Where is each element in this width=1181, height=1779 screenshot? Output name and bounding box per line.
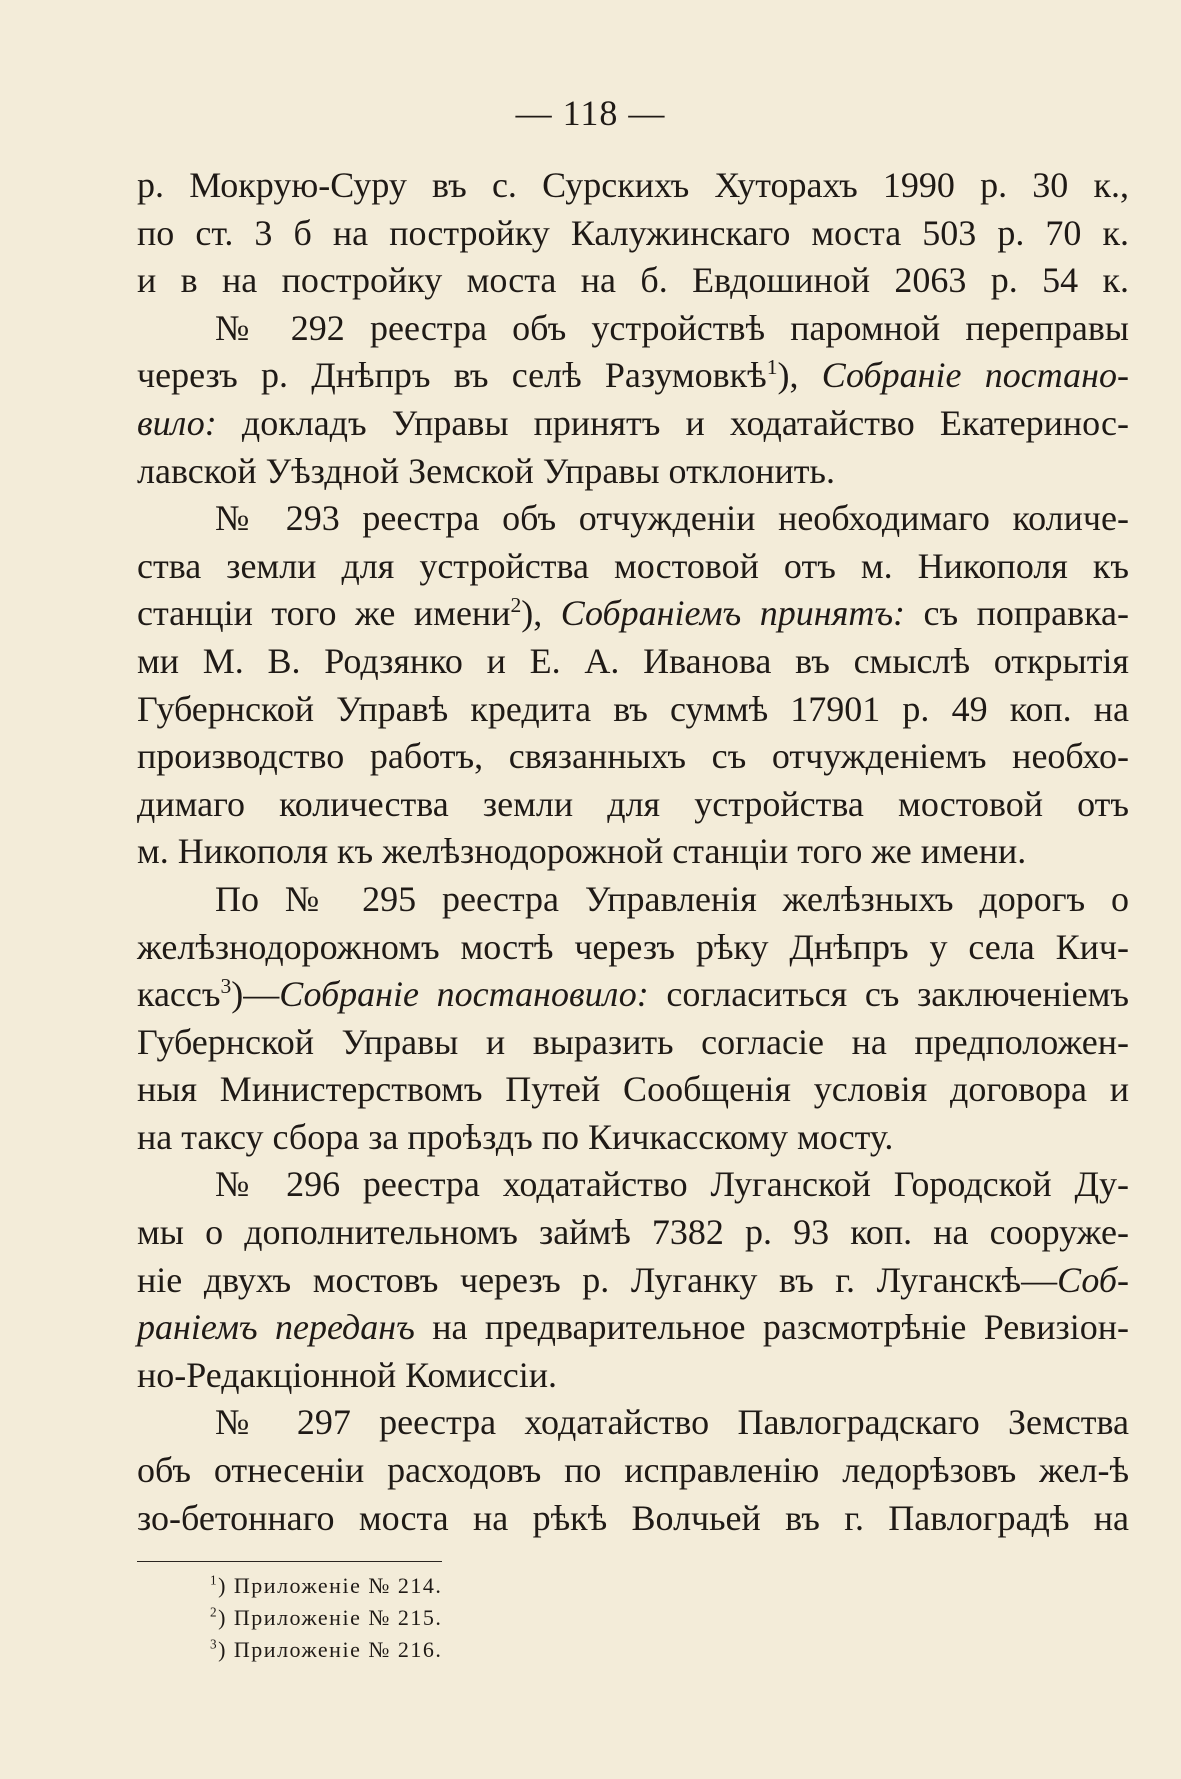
text-span: желѣзнодорожномъ мостѣ черезъ рѣку Днѣпръ у села Кич- xyxy=(137,926,1129,967)
text-span: № 293 реестра объ отчужденіи необходимаго количе- xyxy=(215,498,1129,539)
text-span: зо-бетоннаго моста на рѣкѣ Волчьей въ г. Павлоградѣ на xyxy=(137,1497,1129,1538)
text-line xyxy=(137,924,1129,972)
text-span: м. Никополя къ желѣзнодорожной станціи того же имени. xyxy=(137,831,1027,872)
text-line xyxy=(137,876,1129,924)
text-span: № 292 реестра объ устройствѣ паромной переправы xyxy=(215,307,1129,348)
text-line xyxy=(137,590,1129,638)
text-line xyxy=(137,1019,1129,1067)
text-line xyxy=(137,781,1129,829)
text-span: Губернской Управѣ кредита въ суммѣ 17901 р. 49 коп. на xyxy=(137,688,1129,729)
footnote-text: ) Приложеніе № 216. xyxy=(218,1637,443,1662)
italic-text: Собраніемъ принятъ: xyxy=(560,593,905,634)
text-span: съ поправка- xyxy=(905,593,1129,634)
text-span: ніе двухъ мостовъ черезъ р. Луганку въ г. Луганскѣ— xyxy=(137,1259,1058,1300)
text-span: ныя Министерствомъ Путей Сообщенія условія договора и xyxy=(137,1069,1129,1110)
italic-text: Собраніе постановило: xyxy=(279,974,649,1015)
text-line xyxy=(137,1399,1129,1447)
text-line xyxy=(137,733,1129,781)
text-span: ства земли для устройства мостовой отъ м. Никополя къ xyxy=(137,545,1129,586)
text-span: по ст. 3 б на постройку Калужинскаго моста 503 р. 70 к. xyxy=(137,212,1129,253)
text-line xyxy=(137,400,1129,448)
text-line xyxy=(137,686,1129,734)
text-line xyxy=(137,1257,1129,1305)
text-span: димаго количества земли для устройства мостовой отъ xyxy=(137,783,1129,824)
italic-text: Соб- xyxy=(1057,1259,1129,1300)
text-span: Губернской Управы и выразить согласіе на предположен- xyxy=(137,1021,1129,1062)
text-line xyxy=(137,638,1129,686)
text-line xyxy=(137,1447,1129,1495)
footnote-text: ) Приложеніе № 215. xyxy=(218,1605,443,1630)
text-line xyxy=(137,828,1129,876)
footnote-mark: 1 xyxy=(210,1572,219,1588)
text-line xyxy=(137,448,1129,496)
text-span: станціи того же имени xyxy=(137,593,511,634)
text-line xyxy=(137,1352,1129,1400)
text-span: ), xyxy=(521,593,561,634)
footnote-rule xyxy=(137,1561,442,1562)
text-span: производство работъ, связанныхъ съ отчужденіемъ необхо- xyxy=(137,736,1129,777)
text-line xyxy=(137,1495,1129,1543)
text-line xyxy=(137,257,1129,305)
text-span: мы о дополнительномъ займѣ 7382 р. 93 коп. на сооруже- xyxy=(137,1212,1129,1253)
text-span: ), xyxy=(777,355,822,396)
text-span: докладъ Управы принятъ и ходатайство Екатеринос- xyxy=(216,402,1129,443)
text-span: кассъ xyxy=(137,974,221,1015)
text-line xyxy=(137,495,1129,543)
italic-text: вило: xyxy=(137,402,217,443)
text-span: р. Мокрую-Суру въ с. Сурскихъ Хуторахъ 1990 р. 30 к., xyxy=(137,165,1129,205)
footnote-mark: 2 xyxy=(210,1604,219,1620)
text-span: на предварительное разсмотрѣніе Ревизіон- xyxy=(414,1307,1130,1348)
text-span: черезъ р. Днѣпръ въ селѣ Разумовкѣ xyxy=(137,355,767,396)
text-line xyxy=(137,1209,1129,1257)
text-line xyxy=(137,1304,1129,1352)
text-line xyxy=(137,162,1129,210)
italic-text: Собраніе постано- xyxy=(821,355,1129,396)
footnote-ref: 1 xyxy=(766,355,778,380)
text-line xyxy=(137,210,1129,258)
text-span: но-Редакціонной Комиссіи. xyxy=(137,1354,557,1395)
body-text xyxy=(137,162,1129,1542)
text-line xyxy=(137,971,1129,1019)
text-span: объ отнесеніи расходовъ по исправленію ледорѣзовъ жел-ѣ xyxy=(137,1450,1129,1491)
text-span: )— xyxy=(231,974,280,1015)
text-span: согласиться съ заключеніемъ xyxy=(648,974,1129,1015)
text-span: № 296 реестра ходатайство Луганской Городской Ду- xyxy=(215,1164,1129,1205)
text-span: № 297 реестра ходатайство Павлоградскаго Земства xyxy=(215,1402,1129,1443)
footnote xyxy=(210,1634,442,1666)
text-line xyxy=(137,1066,1129,1114)
footnote-ref: 3 xyxy=(220,974,232,999)
text-line xyxy=(137,352,1129,400)
footnote xyxy=(210,1570,442,1602)
text-line xyxy=(137,1114,1129,1162)
text-line xyxy=(137,305,1129,353)
text-span: лавской Уѣздной Земской Управы отклонить. xyxy=(137,450,835,491)
text-line xyxy=(137,1161,1129,1209)
footnote xyxy=(210,1602,442,1634)
text-span: По № 295 реестра Управленія желѣзныхъ дорогъ о xyxy=(215,878,1129,919)
footnote-mark: 3 xyxy=(210,1636,219,1652)
page-number: — 118 — xyxy=(515,93,666,133)
text-span: ми М. В. Родзянко и Е. А. Иванова въ смыслѣ открытія xyxy=(137,640,1129,681)
footnote-text: ) Приложеніе № 214. xyxy=(218,1573,443,1598)
text-span: и в на постройку моста на б. Евдошиной 2063 р. 54 к. xyxy=(137,260,1129,301)
footnote-ref: 2 xyxy=(510,593,522,618)
text-span: на таксу сбора за проѣздъ по Кичкасскому мосту. xyxy=(137,1116,894,1157)
text-line xyxy=(137,543,1129,591)
footnotes xyxy=(210,1570,442,1666)
italic-text: раніемъ переданъ xyxy=(137,1307,415,1348)
